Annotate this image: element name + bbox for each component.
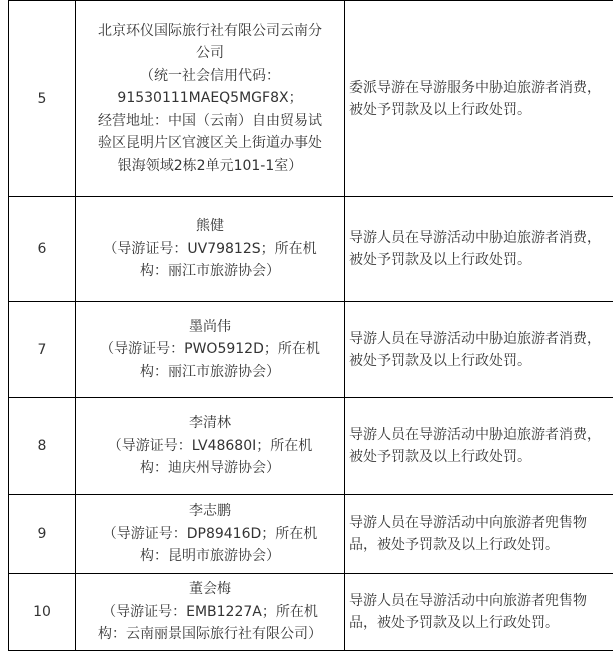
penalty-reason-cell (345, 302, 613, 398)
party-detail-line: 经营地址：中国（云南）自由贸易试 (98, 112, 322, 129)
table-row (9, 574, 613, 651)
penalty-reason: 导游人员在导游活动中胁迫旅游者消费，被处予罚款及以上行政处罚。 (349, 230, 601, 268)
row-number: 6 (9, 197, 76, 302)
party-name-line: 李志鹏 (189, 503, 231, 520)
party-detail-line: （导游证号：LV48680I；所在机 (107, 437, 313, 454)
party-detail-line: （导游证号：DP89416D；所在机 (102, 525, 318, 542)
row-number: 10 (9, 574, 76, 651)
row-number: 5 (9, 1, 76, 197)
party-info-cell (76, 197, 345, 302)
party-detail-line: （导游证号：PWO5912D；所在机 (100, 341, 320, 358)
party-info-cell (76, 302, 345, 398)
table-row (9, 302, 613, 398)
party-detail-line: 91530111MAEQ5MGF8X； (117, 90, 303, 107)
row-number: 8 (9, 398, 76, 495)
party-detail-line: 构：迪庆州导游协会） (140, 460, 280, 477)
party-info-cell (76, 398, 345, 495)
penalty-reason-cell (345, 197, 613, 302)
party-name-line: 董会梅 (189, 581, 231, 598)
party-name-line: 北京环仪国际旅行社有限公司云南分 (98, 22, 322, 39)
penalty-reason: 导游人员在导游活动中胁迫旅游者消费，被处予罚款及以上行政处罚。 (349, 330, 601, 369)
party-name-line: 公司 (196, 45, 224, 62)
row-number: 9 (9, 495, 76, 574)
penalty-reason-cell (345, 495, 613, 574)
party-name-line: 墨尚伟 (189, 318, 231, 335)
party-name-line: 熊健 (196, 218, 224, 235)
party-detail-line: 构：丽江市旅游协会） (140, 363, 280, 380)
party-detail-line: （导游证号：EMB1227A；所在机 (102, 603, 318, 620)
penalty-reason-cell (345, 398, 613, 495)
penalty-reason: 导游人员在导游活动中向旅游者兜售物品，被处予罚款及以上行政处罚。 (349, 593, 587, 631)
table-row (9, 1, 613, 197)
party-name-line: 李清林 (189, 415, 231, 432)
party-info-cell (76, 574, 345, 651)
penalty-record-table (8, 0, 613, 651)
party-detail-line: （统一社会信用代码： (140, 67, 280, 84)
party-detail-line: 构：云南丽景国际旅行社有限公司） (98, 626, 322, 643)
party-detail-line: 银海领域2栋2单元101-1室） (117, 157, 303, 174)
party-detail-line: 验区昆明片区官渡区关上街道办事处 (98, 135, 322, 152)
table-row (9, 197, 613, 302)
row-number: 7 (9, 302, 76, 398)
party-detail-line: 构：昆明市旅游协会） (140, 548, 280, 565)
table-row (9, 398, 613, 495)
party-detail-line: 构：丽江市旅游协会） (140, 263, 280, 280)
party-info-cell (76, 495, 345, 574)
party-detail-line: （导游证号：UV79812S；所在机 (103, 240, 317, 257)
penalty-reason: 委派导游在导游服务中胁迫旅游者消费，被处予罚款及以上行政处罚。 (349, 79, 601, 118)
penalty-reason-cell (345, 1, 613, 197)
penalty-reason: 导游人员在导游活动中胁迫旅游者消费，被处予罚款及以上行政处罚。 (349, 427, 601, 465)
table-row (9, 495, 613, 574)
penalty-reason-cell (345, 574, 613, 651)
penalty-reason: 导游人员在导游活动中向旅游者兜售物品，被处予罚款及以上行政处罚。 (349, 515, 587, 553)
party-info-cell (76, 1, 345, 197)
